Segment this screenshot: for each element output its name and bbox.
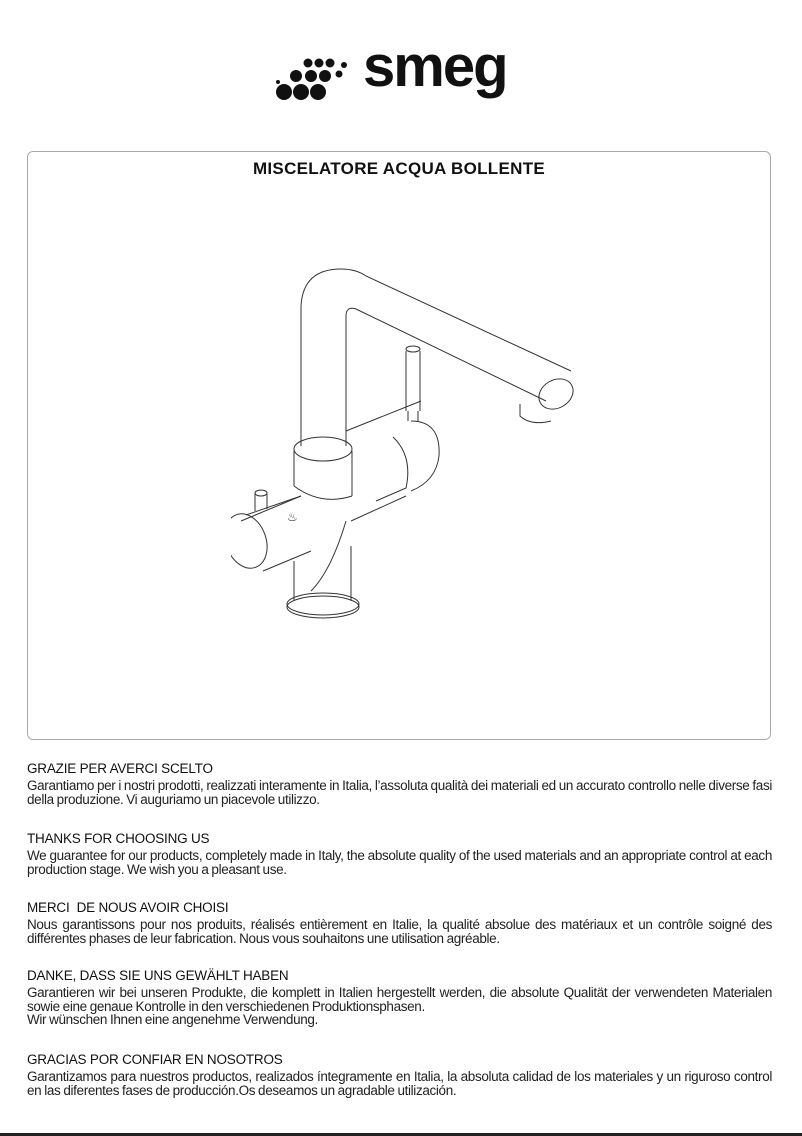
- section-english: [27, 831, 772, 876]
- section-body: Nous garantissons pour nos produits, réalisés entièrement en Italie, la qualité absolue des matériaux et un contrôle soigné des différentes phases de leur fabrication. Nous vous souhaitons une utilisation agréable.: [27, 917, 772, 946]
- section-spanish: [27, 1052, 772, 1097]
- logo-dots-icon: [275, 52, 365, 104]
- section-italian: [27, 761, 772, 806]
- section-heading: DANKE, DASS SIE UNS GEWÄHLT HABEN: [27, 968, 289, 983]
- section-heading: GRACIAS POR CONFIAR EN NOSOTROS: [27, 1052, 283, 1067]
- section-body-line: Wir wünschen Ihnen eine angenehme Verwendung.: [27, 1012, 318, 1027]
- section-german: [27, 968, 772, 1027]
- smeg-logo: [275, 34, 520, 104]
- section-body: Garantiamo per i nostri prodotti, realizzati interamente in Italia, l’assoluta qualità dei materiali ed un accurato controllo nelle diverse fasi della produzione. Vi auguriamo un piacevole utilizzo.: [27, 778, 772, 807]
- section-heading: THANKS FOR CHOOSING US: [27, 831, 210, 846]
- faucet-illustration: [231, 247, 611, 637]
- section-body: Garantizamos para nuestros productos, realizados íntegramente en Italia, la absoluta calidad de los materiales y un riguroso control en las diferentes fases de producción.Os deseamos un agradable utilización.: [27, 1069, 772, 1098]
- logo-wordmark: smeg: [363, 34, 507, 99]
- section-heading: GRAZIE PER AVERCI SCELTO: [27, 761, 213, 776]
- product-title: MISCELATORE ACQUA BOLLENTE: [252, 159, 546, 178]
- svg-text:♨: ♨: [287, 510, 298, 524]
- product-panel: [27, 151, 771, 740]
- section-heading: MERCI DE NOUS AVOIR CHOISI: [27, 900, 229, 915]
- section-french: [27, 900, 772, 945]
- section-body: Garantieren wir bei unseren Produkte, die komplett in Italien hergestellt werden, die absolute Qualität der verwendeten Materialen sowie eine genaue Kontrolle in den verschiedenen Produktionsphasen.: [27, 985, 772, 1014]
- section-body: We guarantee for our products, completely made in Italy, the absolute quality of the used materials and an appropriate control at each production stage. We wish you a pleasant use.: [27, 848, 772, 877]
